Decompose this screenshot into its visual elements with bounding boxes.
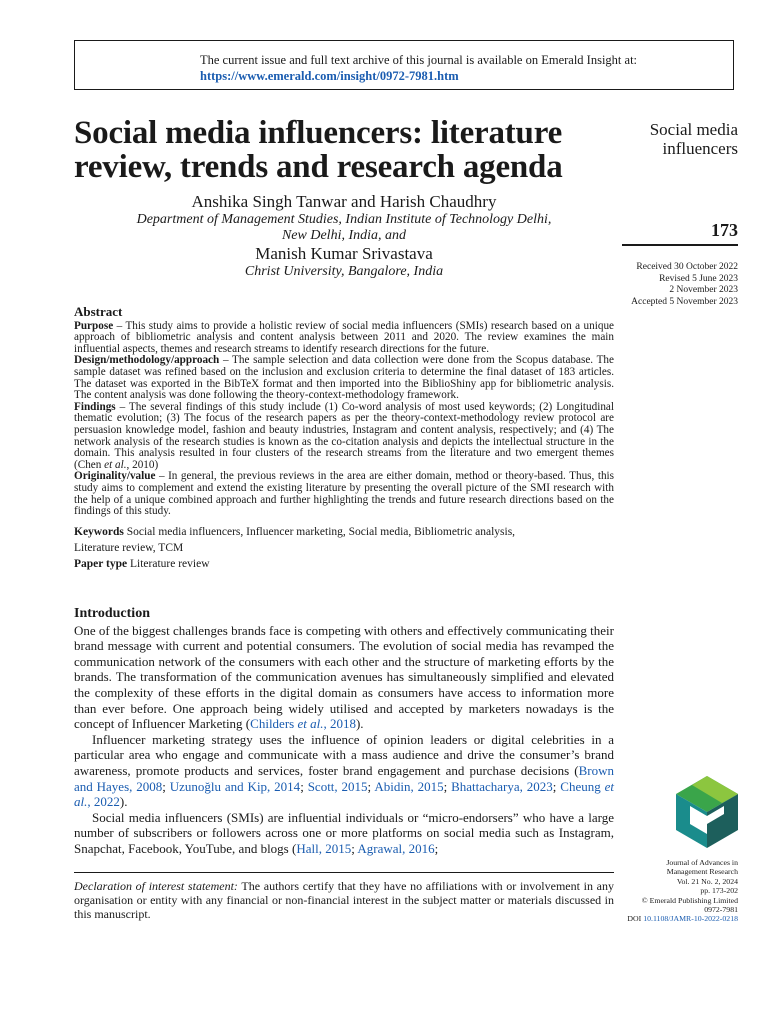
author-block: [74, 192, 614, 280]
journal-pages: pp. 173-202: [700, 886, 738, 896]
author-names-2: Manish Kumar Srivastava: [255, 244, 433, 263]
citation-uzunoglu[interactable]: Uzunoğlu and Kip, 2014: [169, 778, 301, 794]
running-title: Social media influencers: [649, 120, 738, 158]
paper-type-label: Paper type: [74, 557, 128, 570]
purpose-text: – This study aims to provide a holistic review of social media influencers (SMIs) research based on a unique approach of bibliometric analysis and content analysis between 2011 and 2020. The review examines the main influential aspects, themes and research streams to identify research directions for the future.: [74, 319, 614, 355]
date-received: Received 30 October 2022: [636, 262, 738, 272]
keywords: [74, 524, 614, 572]
intro-p1-end: ).: [355, 716, 364, 732]
citation-scott[interactable]: Scott, 2015: [307, 778, 368, 794]
banner-url-link[interactable]: https://www.emerald.com/insight/0972-7981.htm: [200, 69, 459, 83]
declaration-footnote: [74, 872, 614, 921]
declaration-text: The authors certify that they have no affiliations with or involvement in any organisation or entity with any financial or non-financial interest in the subject matter or materials discussed in this manuscript.: [74, 879, 614, 921]
abstract-findings: [74, 402, 614, 472]
citation-abidin[interactable]: Abidin, 2015: [374, 778, 444, 794]
intro-paragraph-3: Social media influencers (SMIs) are influential individuals or “micro-endorsers” who have a large number of subscribers or followers across one or more platforms on social media such as Instagram, Snapchat, Facebook, YouTube, and blogs (Hall, 2015; Agrawal, 2016;: [74, 809, 614, 856]
declaration-label: Declaration of interest statement:: [74, 879, 238, 893]
journal-issn: 0972-7981: [704, 905, 738, 915]
purpose-label: Purpose: [74, 319, 114, 332]
affiliation-1a: Department of Management Studies, Indian Institute of Technology Delhi,: [136, 212, 552, 227]
introduction-section: [74, 606, 614, 857]
doi-label: DOI: [627, 914, 644, 924]
journal-publisher: © Emerald Publishing Limited: [641, 895, 738, 905]
originality-label: Originality/value: [74, 470, 156, 483]
abstract-purpose: [74, 321, 614, 356]
intro-p2-text: Influencer marketing strategy uses the influence of opinion leaders or digital celebrities in a particular area who engage and communicate with a mass audience and drive the consumer’s brand awareness, promote products and services, foster brand engagement and purchase decisions (: [74, 731, 614, 778]
findings-text-end: , 2010): [126, 458, 159, 471]
abstract-design: [74, 355, 614, 401]
intro-paragraph-1: [74, 623, 614, 732]
author-names-1: Anshika Singh Tanwar and Harish Chaudhry: [191, 192, 497, 211]
findings-text: – The several findings of this study include (1) Co-word analysis of most used keywords; (2) Longitudinal thematic evolution; (3) The focus of the research papers as per the theory-context-methodology review protocol are persuasion knowledge model, fashion and beauty industries, Instagram and content analysis, respectively; and (4) The network analysis of the research studies is known as the co-citation analysis and depicts the intellectual structure in the domain. This analysis resulted in four clusters of the research streams from the literature and two emergent themes (Chen: [74, 400, 614, 471]
design-label: Design/methodology/approach: [74, 354, 220, 367]
doi-link[interactable]: 10.1108/JAMR-10-2022-0218: [643, 914, 738, 924]
banner-text: The current issue and full text archive of this journal is available on Emerald Insight at:: [200, 53, 638, 67]
abstract-section: [74, 306, 614, 572]
paper-type: Literature review: [127, 557, 210, 570]
findings-etal: et al.: [104, 458, 127, 471]
intro-paragraph-2: Influencer marketing strategy uses the influence of opinion leaders or digital celebrities in a particular area who engage and communicate with a mass audience and drive the consumer’s brand awareness, promote products and services, foster brand engagement and purchase decisions (Brown and Hayes, 2008; Uzunoğlu and Kip, 2014; Scott, 2015; Abidin, 2015; Bhattacharya, 2023; Cheung et al., 2022).: [74, 731, 614, 810]
page-number: 173: [711, 220, 738, 240]
article-dates: [600, 262, 738, 308]
findings-label: Findings: [74, 400, 116, 413]
citation-hall[interactable]: Hall, 2015: [296, 840, 352, 856]
originality-text: – In general, the previous reviews in the area are either domain, method or theory-based. Thus, this study aims to complement and extend the existing literature by presenting the overall picture of the SMI research with the help of a unique combined approach and further highlighting the trends and future research directions based on the findings of this study.: [74, 470, 614, 518]
introduction-heading: Introduction: [74, 606, 150, 621]
journal-info: [600, 858, 738, 924]
keywords-line-2: Literature review, TCM: [74, 541, 184, 554]
article-title: Social media influencers: literature review, trends and research agenda: [74, 115, 563, 185]
date-accepted: Accepted 5 November 2023: [631, 296, 738, 307]
keywords-label: Keywords: [74, 525, 124, 538]
emerald-logo-icon: [676, 776, 738, 848]
side-rule: [622, 244, 738, 246]
citation-brown[interactable]: Brown and Hayes, 2008: [74, 762, 614, 794]
citation-agrawal[interactable]: Agrawal, 2016: [357, 840, 435, 856]
citation-cheung[interactable]: Cheung et al., 2022: [74, 778, 614, 810]
affiliation-1b: New Delhi, India, and: [281, 228, 407, 243]
citation-childers[interactable]: Childers et al., 2018: [250, 716, 356, 732]
journal-name-2: Management Research: [666, 867, 738, 877]
keywords-line-1: Social media influencers, Influencer marketing, Social media, Bibliometric analysis,: [123, 525, 516, 538]
intro-p1-text: One of the biggest challenges brands face is competing with others and effectively communicating their brand message with current and potential consumers. The evolution of social media has revamped the communication network of the consumers with each other and the structure of marketing efforts by the brands. The transformation of the communication avenues has simultaneously simplified and elevated the complexity of these efforts in the digital domain as consumers have access to information more than ever before. One approach being widely utilised and accepted by marketers nowadays is the concept of Influencer Marketing (: [74, 622, 614, 732]
affiliation-2: Christ University, Bangalore, India: [244, 264, 444, 279]
journal-volume: Vol. 21 No. 2, 2024: [676, 876, 738, 886]
intro-p3-text: Social media influencers (SMIs) are influential individuals or “micro-endorsers” who have a large number of subscribers or followers across one or more platforms on social media such as Instagram, Snapchat, Facebook, YouTube, and blogs (: [74, 809, 614, 856]
date-revised-1: Revised 5 June 2023: [659, 273, 738, 284]
intro-p2-end: ).: [119, 794, 128, 810]
design-text: – The sample selection and data collection were done from the Scopus database. The sample dataset was refined based on the inclusion and exclusion criteria to determine the final dataset of 183 articles. The dataset was exported in the BibTeX format and then imported into the BiblioShiny app for bibliometric analysis. The content analysis was done following the theory-context-methodology framework.: [74, 354, 614, 402]
abstract-heading: Abstract: [74, 304, 123, 319]
intro-p3-end: ;: [434, 840, 439, 856]
citation-bhattacharya[interactable]: Bhattacharya, 2023: [451, 778, 553, 794]
journal-name-1: Journal of Advances in: [666, 858, 738, 867]
abstract-originality: [74, 471, 614, 517]
date-revised-2: 2 November 2023: [669, 285, 738, 295]
archive-banner: [74, 40, 734, 90]
